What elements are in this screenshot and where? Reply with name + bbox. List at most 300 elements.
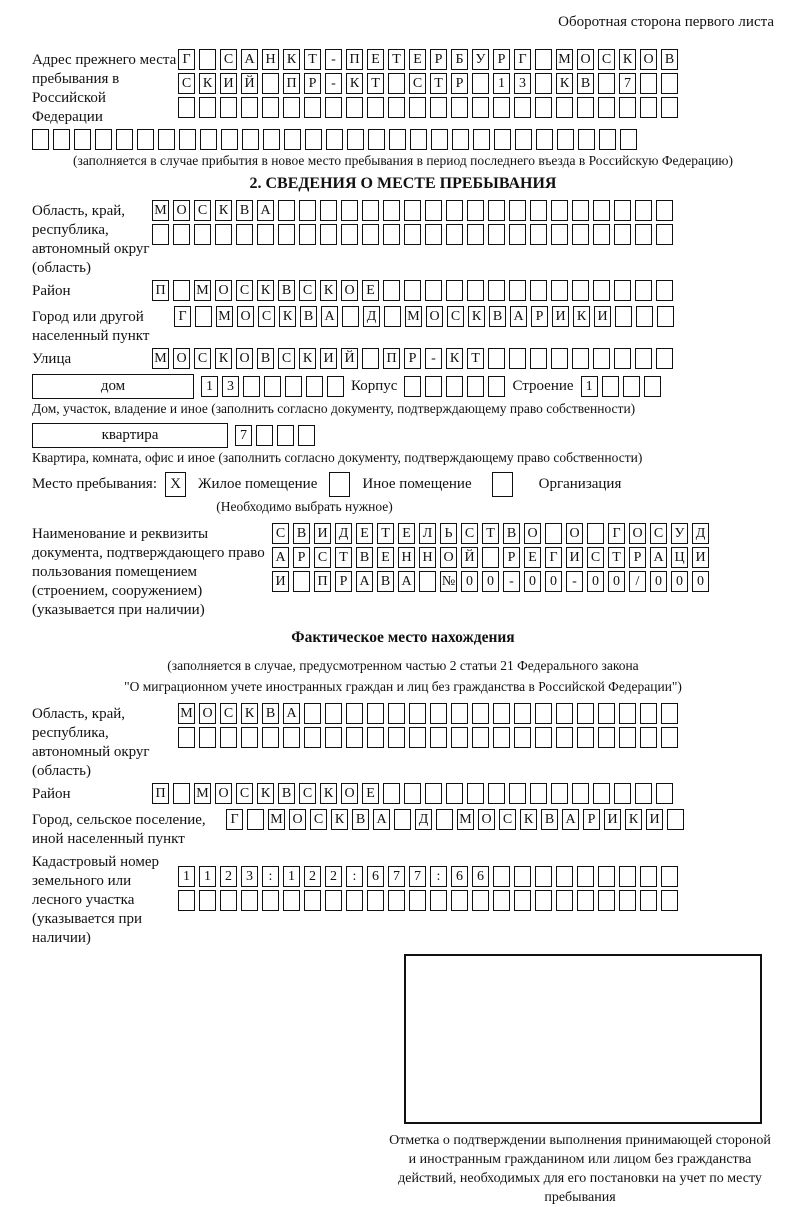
char-cell[interactable] — [430, 890, 447, 911]
char-cell[interactable] — [661, 73, 678, 94]
house-field-box[interactable]: дом — [32, 374, 194, 399]
char-cell[interactable] — [656, 200, 673, 221]
char-cell[interactable] — [327, 376, 344, 397]
char-cell[interactable]: О — [478, 809, 495, 830]
char-cell[interactable]: В — [262, 703, 279, 724]
char-cell[interactable] — [298, 425, 315, 446]
char-cell[interactable]: Е — [398, 523, 415, 544]
char-cell[interactable]: К — [520, 809, 537, 830]
char-cell[interactable]: К — [619, 49, 636, 70]
char-cell[interactable]: П — [346, 49, 363, 70]
char-cell[interactable]: Р — [493, 49, 510, 70]
char-cell[interactable] — [262, 890, 279, 911]
char-cell[interactable] — [620, 129, 637, 150]
char-cell[interactable] — [535, 727, 552, 748]
char-cell[interactable]: Т — [367, 73, 384, 94]
char-cell[interactable]: 0 — [482, 571, 499, 592]
char-cell[interactable]: Е — [524, 547, 541, 568]
char-cell[interactable] — [404, 200, 421, 221]
char-cell[interactable] — [514, 703, 531, 724]
char-cell[interactable]: 2 — [220, 866, 237, 887]
char-cell[interactable]: К — [241, 703, 258, 724]
char-cell[interactable] — [551, 280, 568, 301]
char-cell[interactable]: О — [289, 809, 306, 830]
char-cell[interactable] — [362, 224, 379, 245]
char-cell[interactable]: 0 — [608, 571, 625, 592]
char-cell[interactable] — [661, 727, 678, 748]
char-cell[interactable] — [593, 200, 610, 221]
char-cell[interactable] — [304, 727, 321, 748]
char-cell[interactable] — [178, 890, 195, 911]
char-cell[interactable] — [451, 727, 468, 748]
char-cell[interactable] — [644, 376, 661, 397]
char-cell[interactable]: 7 — [619, 73, 636, 94]
char-cell[interactable]: Т — [335, 547, 352, 568]
char-cell[interactable]: С — [272, 523, 289, 544]
char-cell[interactable] — [243, 376, 260, 397]
char-cell[interactable]: О — [341, 783, 358, 804]
char-cell[interactable]: О — [215, 280, 232, 301]
char-cell[interactable]: Д — [335, 523, 352, 544]
char-cell[interactable] — [383, 280, 400, 301]
char-cell[interactable] — [293, 571, 310, 592]
char-cell[interactable] — [383, 783, 400, 804]
char-cell[interactable]: 3 — [222, 376, 239, 397]
char-cell[interactable] — [535, 866, 552, 887]
char-cell[interactable]: А — [241, 49, 258, 70]
char-cell[interactable] — [325, 890, 342, 911]
char-cell[interactable] — [614, 783, 631, 804]
char-cell[interactable] — [656, 348, 673, 369]
char-cell[interactable] — [599, 129, 616, 150]
char-cell[interactable] — [262, 727, 279, 748]
char-cell[interactable]: Т — [467, 348, 484, 369]
char-cell[interactable] — [493, 890, 510, 911]
char-cell[interactable] — [614, 348, 631, 369]
char-cell[interactable] — [199, 890, 216, 911]
char-cell[interactable] — [488, 376, 505, 397]
char-cell[interactable]: А — [283, 703, 300, 724]
char-cell[interactable] — [640, 866, 657, 887]
char-cell[interactable]: Ь — [440, 523, 457, 544]
char-cell[interactable]: Т — [430, 73, 447, 94]
char-cell[interactable] — [74, 129, 91, 150]
char-cell[interactable]: В — [503, 523, 520, 544]
char-cell[interactable] — [514, 727, 531, 748]
char-cell[interactable] — [556, 727, 573, 748]
char-cell[interactable] — [535, 97, 552, 118]
char-cell[interactable] — [367, 890, 384, 911]
char-cell[interactable]: Б — [451, 49, 468, 70]
char-cell[interactable] — [220, 97, 237, 118]
char-cell[interactable] — [299, 224, 316, 245]
char-cell[interactable] — [346, 703, 363, 724]
char-cell[interactable] — [619, 866, 636, 887]
char-cell[interactable] — [404, 280, 421, 301]
char-cell[interactable]: 6 — [367, 866, 384, 887]
char-cell[interactable] — [341, 224, 358, 245]
char-cell[interactable]: Д — [692, 523, 709, 544]
char-cell[interactable] — [598, 727, 615, 748]
char-cell[interactable]: В — [541, 809, 558, 830]
char-cell[interactable] — [446, 280, 463, 301]
char-cell[interactable]: С — [258, 306, 275, 327]
char-cell[interactable]: О — [173, 348, 190, 369]
char-cell[interactable] — [493, 727, 510, 748]
char-cell[interactable] — [556, 890, 573, 911]
char-cell[interactable] — [602, 376, 619, 397]
char-cell[interactable] — [32, 129, 49, 150]
char-cell[interactable] — [598, 97, 615, 118]
char-cell[interactable]: : — [346, 866, 363, 887]
char-cell[interactable] — [451, 890, 468, 911]
char-cell[interactable]: 0 — [671, 571, 688, 592]
char-cell[interactable]: 7 — [409, 866, 426, 887]
char-cell[interactable]: Г — [174, 306, 191, 327]
char-cell[interactable]: М — [152, 348, 169, 369]
char-cell[interactable] — [488, 280, 505, 301]
char-cell[interactable] — [640, 727, 657, 748]
char-cell[interactable]: Т — [304, 49, 321, 70]
char-cell[interactable] — [493, 703, 510, 724]
char-cell[interactable]: 7 — [235, 425, 252, 446]
char-cell[interactable] — [598, 866, 615, 887]
char-cell[interactable] — [593, 783, 610, 804]
char-cell[interactable] — [488, 348, 505, 369]
char-cell[interactable] — [409, 890, 426, 911]
char-cell[interactable]: С — [236, 280, 253, 301]
char-cell[interactable] — [536, 129, 553, 150]
char-cell[interactable]: И — [220, 73, 237, 94]
char-cell[interactable]: С — [310, 809, 327, 830]
char-cell[interactable] — [467, 224, 484, 245]
char-cell[interactable] — [598, 703, 615, 724]
char-cell[interactable] — [389, 129, 406, 150]
char-cell[interactable]: С — [178, 73, 195, 94]
char-cell[interactable] — [388, 890, 405, 911]
char-cell[interactable] — [179, 129, 196, 150]
char-cell[interactable] — [257, 224, 274, 245]
char-cell[interactable] — [178, 97, 195, 118]
char-cell[interactable] — [587, 523, 604, 544]
char-cell[interactable] — [199, 727, 216, 748]
char-cell[interactable] — [661, 890, 678, 911]
char-cell[interactable] — [623, 376, 640, 397]
char-cell[interactable] — [304, 97, 321, 118]
char-cell[interactable]: Л — [419, 523, 436, 544]
char-cell[interactable]: 1 — [283, 866, 300, 887]
char-cell[interactable] — [656, 783, 673, 804]
char-cell[interactable] — [614, 280, 631, 301]
char-cell[interactable]: И — [566, 547, 583, 568]
char-cell[interactable]: Е — [367, 49, 384, 70]
char-cell[interactable] — [263, 129, 280, 150]
char-cell[interactable] — [598, 890, 615, 911]
char-cell[interactable]: В — [278, 280, 295, 301]
char-cell[interactable]: К — [257, 783, 274, 804]
char-cell[interactable]: М — [178, 703, 195, 724]
char-cell[interactable]: - — [503, 571, 520, 592]
char-cell[interactable] — [619, 727, 636, 748]
char-cell[interactable] — [436, 809, 453, 830]
char-cell[interactable]: Д — [415, 809, 432, 830]
char-cell[interactable] — [661, 97, 678, 118]
char-cell[interactable] — [488, 224, 505, 245]
char-cell[interactable]: С — [587, 547, 604, 568]
char-cell[interactable]: С — [461, 523, 478, 544]
char-cell[interactable] — [572, 200, 589, 221]
char-cell[interactable]: М — [194, 280, 211, 301]
char-cell[interactable]: Й — [241, 73, 258, 94]
char-cell[interactable]: 1 — [581, 376, 598, 397]
char-cell[interactable] — [656, 280, 673, 301]
char-cell[interactable] — [320, 224, 337, 245]
char-cell[interactable]: Т — [377, 523, 394, 544]
char-cell[interactable]: В — [278, 783, 295, 804]
char-cell[interactable]: М — [457, 809, 474, 830]
char-cell[interactable] — [614, 224, 631, 245]
char-cell[interactable] — [451, 703, 468, 724]
char-cell[interactable] — [556, 97, 573, 118]
char-cell[interactable] — [325, 703, 342, 724]
char-cell[interactable] — [446, 200, 463, 221]
char-cell[interactable]: В — [300, 306, 317, 327]
char-cell[interactable]: П — [383, 348, 400, 369]
char-cell[interactable]: С — [278, 348, 295, 369]
char-cell[interactable] — [635, 280, 652, 301]
char-cell[interactable]: А — [398, 571, 415, 592]
char-cell[interactable] — [178, 727, 195, 748]
char-cell[interactable]: К — [556, 73, 573, 94]
char-cell[interactable] — [346, 727, 363, 748]
char-cell[interactable]: Т — [388, 49, 405, 70]
char-cell[interactable]: Е — [377, 547, 394, 568]
char-cell[interactable] — [367, 97, 384, 118]
char-cell[interactable]: Г — [608, 523, 625, 544]
char-cell[interactable] — [488, 783, 505, 804]
char-cell[interactable]: Н — [262, 49, 279, 70]
char-cell[interactable]: С — [299, 783, 316, 804]
char-cell[interactable]: Е — [362, 280, 379, 301]
char-cell[interactable] — [384, 306, 401, 327]
char-cell[interactable] — [494, 129, 511, 150]
char-cell[interactable]: 1 — [178, 866, 195, 887]
char-cell[interactable] — [137, 129, 154, 150]
char-cell[interactable] — [368, 129, 385, 150]
char-cell[interactable]: Р — [430, 49, 447, 70]
char-cell[interactable] — [304, 890, 321, 911]
char-cell[interactable]: К — [573, 306, 590, 327]
char-cell[interactable] — [661, 703, 678, 724]
char-cell[interactable] — [241, 97, 258, 118]
char-cell[interactable]: К — [468, 306, 485, 327]
char-cell[interactable]: С — [447, 306, 464, 327]
char-cell[interactable]: 0 — [461, 571, 478, 592]
char-cell[interactable]: С — [194, 348, 211, 369]
char-cell[interactable] — [509, 224, 526, 245]
char-cell[interactable]: В — [661, 49, 678, 70]
char-cell[interactable] — [488, 200, 505, 221]
char-cell[interactable]: Р — [335, 571, 352, 592]
char-cell[interactable]: О — [341, 280, 358, 301]
char-cell[interactable] — [535, 890, 552, 911]
char-cell[interactable] — [514, 890, 531, 911]
char-cell[interactable] — [158, 129, 175, 150]
char-cell[interactable] — [530, 348, 547, 369]
char-cell[interactable]: : — [430, 866, 447, 887]
char-cell[interactable]: Т — [608, 547, 625, 568]
char-cell[interactable]: К — [625, 809, 642, 830]
char-cell[interactable]: В — [377, 571, 394, 592]
char-cell[interactable]: 1 — [199, 866, 216, 887]
char-cell[interactable]: С — [409, 73, 426, 94]
char-cell[interactable] — [535, 49, 552, 70]
char-cell[interactable] — [530, 783, 547, 804]
char-cell[interactable] — [635, 783, 652, 804]
char-cell[interactable] — [509, 200, 526, 221]
char-cell[interactable] — [304, 703, 321, 724]
char-cell[interactable] — [667, 809, 684, 830]
char-cell[interactable] — [409, 703, 426, 724]
char-cell[interactable] — [572, 783, 589, 804]
char-cell[interactable] — [577, 866, 594, 887]
char-cell[interactable] — [493, 97, 510, 118]
char-cell[interactable] — [383, 200, 400, 221]
char-cell[interactable]: М — [194, 783, 211, 804]
char-cell[interactable] — [388, 97, 405, 118]
char-cell[interactable]: Р — [293, 547, 310, 568]
char-cell[interactable] — [467, 376, 484, 397]
char-cell[interactable]: М — [152, 200, 169, 221]
char-cell[interactable]: 0 — [692, 571, 709, 592]
char-cell[interactable] — [661, 866, 678, 887]
char-cell[interactable] — [656, 224, 673, 245]
char-cell[interactable]: П — [152, 783, 169, 804]
char-cell[interactable] — [446, 783, 463, 804]
char-cell[interactable]: Р — [451, 73, 468, 94]
char-cell[interactable]: 0 — [587, 571, 604, 592]
char-cell[interactable] — [640, 97, 657, 118]
char-cell[interactable] — [598, 73, 615, 94]
char-cell[interactable] — [215, 224, 232, 245]
char-cell[interactable] — [640, 703, 657, 724]
char-cell[interactable]: К — [283, 49, 300, 70]
char-cell[interactable]: 0 — [524, 571, 541, 592]
char-cell[interactable]: С — [299, 280, 316, 301]
char-cell[interactable] — [199, 49, 216, 70]
char-cell[interactable] — [551, 200, 568, 221]
char-cell[interactable]: С — [499, 809, 516, 830]
char-cell[interactable] — [362, 348, 379, 369]
char-cell[interactable]: О — [640, 49, 657, 70]
char-cell[interactable]: Р — [531, 306, 548, 327]
char-cell[interactable]: В — [236, 200, 253, 221]
char-cell[interactable] — [535, 703, 552, 724]
char-cell[interactable] — [425, 783, 442, 804]
char-cell[interactable]: Р — [304, 73, 321, 94]
char-cell[interactable] — [346, 97, 363, 118]
char-cell[interactable]: М — [268, 809, 285, 830]
char-cell[interactable]: О — [426, 306, 443, 327]
stay-option-checkbox-organization[interactable] — [492, 472, 513, 497]
char-cell[interactable] — [173, 783, 190, 804]
char-cell[interactable] — [572, 224, 589, 245]
char-cell[interactable] — [472, 73, 489, 94]
char-cell[interactable]: П — [283, 73, 300, 94]
char-cell[interactable] — [572, 280, 589, 301]
char-cell[interactable]: П — [152, 280, 169, 301]
char-cell[interactable] — [640, 890, 657, 911]
char-cell[interactable]: Ц — [671, 547, 688, 568]
char-cell[interactable]: Р — [629, 547, 646, 568]
char-cell[interactable]: / — [629, 571, 646, 592]
char-cell[interactable]: 3 — [514, 73, 531, 94]
char-cell[interactable]: А — [321, 306, 338, 327]
char-cell[interactable] — [467, 280, 484, 301]
char-cell[interactable] — [220, 890, 237, 911]
char-cell[interactable]: С — [220, 703, 237, 724]
char-cell[interactable]: М — [405, 306, 422, 327]
char-cell[interactable]: А — [272, 547, 289, 568]
char-cell[interactable] — [367, 703, 384, 724]
char-cell[interactable] — [472, 97, 489, 118]
char-cell[interactable] — [404, 376, 421, 397]
char-cell[interactable] — [306, 376, 323, 397]
char-cell[interactable]: О — [237, 306, 254, 327]
char-cell[interactable]: Й — [341, 348, 358, 369]
char-cell[interactable] — [551, 224, 568, 245]
stay-option-checkbox-other[interactable] — [329, 472, 350, 497]
char-cell[interactable] — [619, 97, 636, 118]
char-cell[interactable] — [425, 280, 442, 301]
char-cell[interactable] — [326, 129, 343, 150]
char-cell[interactable] — [194, 224, 211, 245]
char-cell[interactable] — [578, 129, 595, 150]
char-cell[interactable]: 1 — [493, 73, 510, 94]
char-cell[interactable] — [346, 890, 363, 911]
char-cell[interactable] — [277, 425, 294, 446]
char-cell[interactable]: С — [650, 523, 667, 544]
char-cell[interactable] — [221, 129, 238, 150]
char-cell[interactable] — [325, 97, 342, 118]
char-cell[interactable]: К — [320, 280, 337, 301]
char-cell[interactable]: И — [314, 523, 331, 544]
char-cell[interactable] — [593, 280, 610, 301]
char-cell[interactable]: 3 — [241, 866, 258, 887]
char-cell[interactable] — [409, 727, 426, 748]
char-cell[interactable] — [431, 129, 448, 150]
char-cell[interactable] — [278, 224, 295, 245]
char-cell[interactable] — [404, 224, 421, 245]
char-cell[interactable] — [467, 200, 484, 221]
char-cell[interactable]: Й — [461, 547, 478, 568]
char-cell[interactable] — [514, 97, 531, 118]
char-cell[interactable]: К — [215, 348, 232, 369]
char-cell[interactable]: К — [215, 200, 232, 221]
char-cell[interactable]: С — [194, 200, 211, 221]
char-cell[interactable]: О — [199, 703, 216, 724]
char-cell[interactable]: 7 — [388, 866, 405, 887]
char-cell[interactable] — [451, 97, 468, 118]
char-cell[interactable]: О — [577, 49, 594, 70]
char-cell[interactable]: Г — [178, 49, 195, 70]
char-cell[interactable]: М — [216, 306, 233, 327]
char-cell[interactable] — [241, 727, 258, 748]
char-cell[interactable] — [247, 809, 264, 830]
char-cell[interactable] — [325, 727, 342, 748]
char-cell[interactable] — [619, 890, 636, 911]
char-cell[interactable] — [472, 890, 489, 911]
